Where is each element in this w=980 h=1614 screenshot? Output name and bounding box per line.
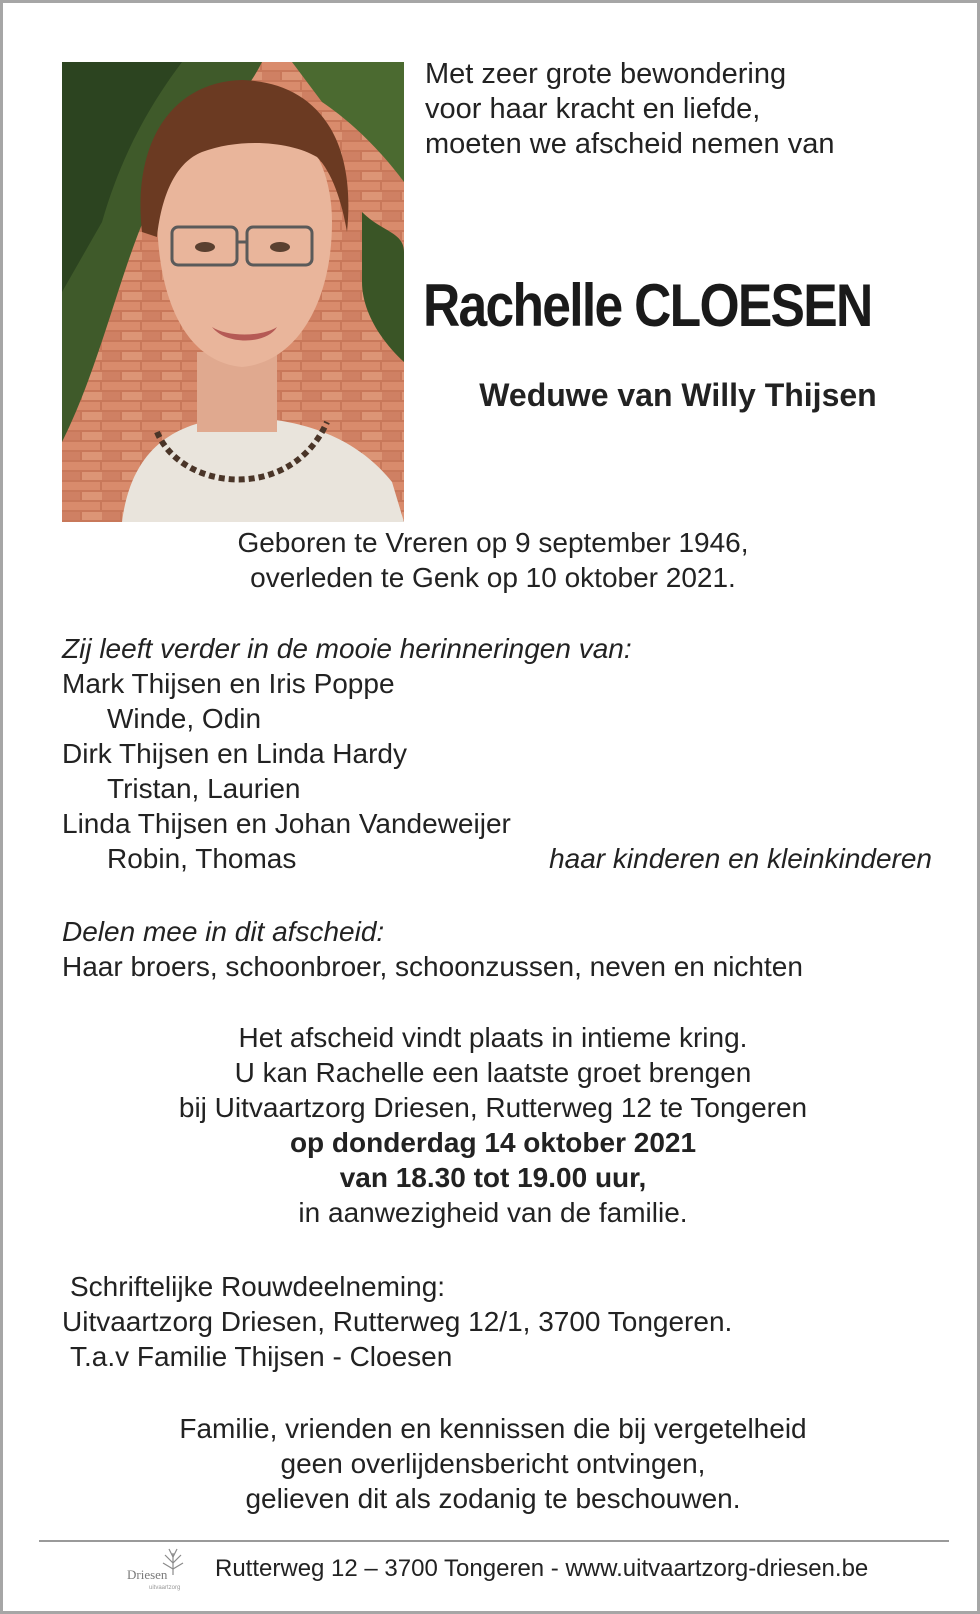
portrait-photo (62, 62, 404, 522)
grandchildren: Winde, Odin (107, 703, 262, 734)
family-member: Dirk Thijsen en Linda Hardy (62, 738, 407, 769)
ceremony-time: van 18.30 tot 19.00 uur, (339, 1162, 647, 1193)
family-closing: haar kinderen en kleinkinderen (549, 843, 932, 874)
ceremony-date: op donderdag 14 oktober 2021 (289, 1127, 697, 1158)
family-member: Linda Thijsen en Johan Vandeweijer (62, 808, 511, 839)
driesen-logo-icon (125, 1545, 195, 1595)
closing-line: geen overlijdensbericht ontvingen, (280, 1448, 706, 1479)
share-section (62, 914, 942, 984)
ceremony-section (3, 1020, 980, 1230)
family-heading: Zij leeft verder in de mooie herinneringen van: (62, 633, 632, 664)
closing-line: Familie, vrienden en kennissen die bij vergetelheid (179, 1413, 807, 1444)
share-line: Haar broers, schoonbroer, schoonzussen, neven en nichten (62, 951, 803, 982)
grandchildren: Robin, Thomas (107, 843, 297, 874)
share-heading: Delen mee in dit afscheid: (62, 916, 385, 947)
ceremony-line: bij Uitvaartzorg Driesen, Rutterweg 12 te Tongeren (178, 1092, 808, 1123)
logo-subtext: uitvaartzorg (149, 1585, 181, 1591)
ceremony-presence: in aanwezigheid van de familie. (298, 1197, 688, 1228)
condolence-heading: Schriftelijke Rouwdeelneming: (70, 1271, 446, 1302)
deceased-name: Rachelle CLOESEN (423, 272, 872, 339)
birth-death-info (3, 525, 980, 595)
closing-line: gelieven dit als zodanig te beschouwen. (245, 1483, 741, 1514)
family-last-row (62, 841, 932, 876)
condolence-attention: T.a.v Familie Thijsen - Cloesen (70, 1341, 453, 1372)
intro-text (425, 57, 834, 162)
footer-divider (39, 1540, 949, 1542)
birth-line: Geboren te Vreren op 9 september 1946, (237, 527, 749, 558)
widow-line: Weduwe van Willy Thijsen (479, 377, 877, 413)
grandchildren: Tristan, Laurien (107, 773, 301, 804)
closing-note (3, 1411, 980, 1516)
footer-address: Rutterweg 12 – 3700 Tongeren - www.uitvaartzorg-driesen.be (215, 1555, 869, 1582)
intro-line: voor haar kracht en liefde, (425, 93, 761, 125)
condolence-section (62, 1269, 942, 1374)
condolence-address: Uitvaartzorg Driesen, Rutterweg 12/1, 3700 Tongeren. (62, 1306, 733, 1337)
death-line: overleden te Genk op 10 oktober 2021. (250, 562, 736, 593)
intro-line: Met zeer grote bewondering (425, 58, 787, 90)
intro-line: moeten we afscheid nemen van (425, 128, 835, 160)
family-member: Mark Thijsen en Iris Poppe (62, 668, 395, 699)
ceremony-line: U kan Rachelle een laatste groet brengen (234, 1057, 752, 1088)
family-section (62, 631, 932, 876)
logo-wordmark: Driesen (127, 1567, 168, 1582)
ceremony-line: Het afscheid vindt plaats in intieme kring. (238, 1022, 748, 1053)
